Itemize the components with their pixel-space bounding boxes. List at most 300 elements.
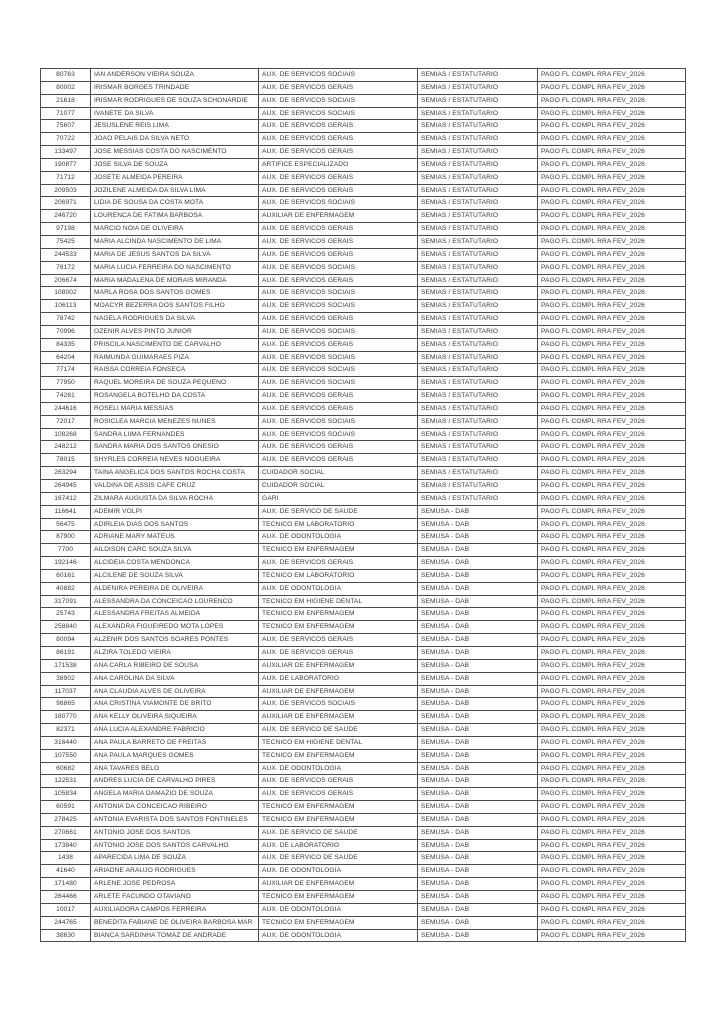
table-row: [41, 428, 686, 441]
cell-status: PAGO FL COMPL RRA FEV_2026: [538, 685, 686, 698]
table-row: [41, 711, 686, 724]
cell-status: PAGO FL COMPL RRA FEV_2026: [538, 736, 686, 749]
employee-table-body: [41, 69, 686, 942]
table-row: [41, 749, 686, 762]
table-row: [41, 287, 686, 300]
table-row: [41, 736, 686, 749]
cell-name: NAGELA RODRIGUES DA SILVA: [91, 313, 259, 326]
table-row: [41, 659, 686, 672]
table-row: [41, 852, 686, 865]
cell-status: PAGO FL COMPL RRA FEV_2026: [538, 634, 686, 647]
cell-status: PAGO FL COMPL RRA FEV_2026: [538, 813, 686, 826]
cell-role: AUX. DE SERVICOS GERAIS: [259, 338, 418, 351]
cell-id: 10017: [41, 903, 91, 916]
cell-role: AUX. DE SERVICOS SOCIAIS: [259, 107, 418, 120]
cell-role: AUX. DE SERVICOS GERAIS: [259, 171, 418, 184]
cell-id: 60682: [41, 762, 91, 775]
cell-role: AUX. DE SERVICOS GERAIS: [259, 120, 418, 133]
cell-role: AUX. DE ODONTOLOGIA: [259, 929, 418, 942]
cell-status: PAGO FL COMPL RRA FEV_2026: [538, 261, 686, 274]
cell-department: SEMIAS / ESTATUTARIO: [418, 171, 538, 184]
cell-role: AUX. DE SERVICOS GERAIS: [259, 274, 418, 287]
cell-department: SEMIAS / ESTATUTARIO: [418, 158, 538, 171]
cell-department: SEMUSA - DAB: [418, 505, 538, 518]
cell-name: ALEXANDRA FIGUEIREDO MOTA LOPES: [91, 621, 259, 634]
cell-department: SEMIAS / ESTATUTARIO: [418, 133, 538, 146]
table-row: [41, 94, 686, 107]
cell-status: PAGO FL COMPL RRA FEV_2026: [538, 210, 686, 223]
cell-id: 206674: [41, 274, 91, 287]
cell-status: PAGO FL COMPL RRA FEV_2026: [538, 69, 686, 82]
cell-status: PAGO FL COMPL RRA FEV_2026: [538, 608, 686, 621]
cell-status: PAGO FL COMPL RRA FEV_2026: [538, 120, 686, 133]
cell-role: GARI: [259, 492, 418, 505]
cell-id: 105834: [41, 788, 91, 801]
cell-role: AUX. DE SERVICOS SOCIAIS: [259, 351, 418, 364]
table-row: [41, 685, 686, 698]
cell-name: PRISCILA NASCIMENTO DE CARVALHO: [91, 338, 259, 351]
cell-id: 78172: [41, 261, 91, 274]
cell-status: PAGO FL COMPL RRA FEV_2026: [538, 133, 686, 146]
cell-role: AUX. DE SERVICOS GERAIS: [259, 313, 418, 326]
cell-id: 21618: [41, 94, 91, 107]
cell-department: SEMUSA - DAB: [418, 762, 538, 775]
cell-status: PAGO FL COMPL RRA FEV_2026: [538, 402, 686, 415]
cell-role: AUX. DE LABORATORIO: [259, 839, 418, 852]
cell-department: SEMIAS / ESTATUTARIO: [418, 377, 538, 390]
cell-id: 278425: [41, 813, 91, 826]
cell-id: 106113: [41, 300, 91, 313]
table-row: [41, 826, 686, 839]
cell-role: AUX. DE SERVICOS SOCIAIS: [259, 94, 418, 107]
cell-id: 244765: [41, 916, 91, 929]
cell-name: ANA CARLA RIBEIRO DE SOUSA: [91, 659, 259, 672]
cell-role: AUX. DE SERVICOS GERAIS: [259, 223, 418, 236]
cell-id: 56475: [41, 518, 91, 531]
cell-role: AUX. DE SERVICOS SOCIAIS: [259, 364, 418, 377]
cell-role: AUX. DE SERVICO DE SAUDE: [259, 724, 418, 737]
cell-id: 71712: [41, 171, 91, 184]
cell-department: SEMUSA - DAB: [418, 865, 538, 878]
cell-role: AUX. DE SERVICOS GERAIS: [259, 235, 418, 248]
cell-department: SEMIAS / ESTATUTARIO: [418, 235, 538, 248]
table-row: [41, 762, 686, 775]
cell-department: SEMUSA - DAB: [418, 582, 538, 595]
cell-status: PAGO FL COMPL RRA FEV_2026: [538, 364, 686, 377]
cell-id: 70996: [41, 325, 91, 338]
cell-role: AUX. DE SERVICO DE SAUDE: [259, 826, 418, 839]
cell-id: 60591: [41, 801, 91, 814]
table-row: [41, 171, 686, 184]
cell-id: 78742: [41, 313, 91, 326]
cell-name: ANTONIA EVARISTA DOS SANTOS FONTINELES: [91, 813, 259, 826]
cell-id: 80094: [41, 634, 91, 647]
table-row: [41, 492, 686, 505]
cell-department: SEMUSA - DAB: [418, 878, 538, 891]
cell-department: SEMIAS / ESTATUTARIO: [418, 390, 538, 403]
table-row: [41, 146, 686, 159]
cell-department: SEMUSA - DAB: [418, 646, 538, 659]
cell-id: 78015: [41, 454, 91, 467]
cell-role: AUX. DE SERVICOS SOCIAIS: [259, 261, 418, 274]
cell-role: AUX. DE SERVICOS GERAIS: [259, 775, 418, 788]
cell-name: IVANETE DA SILVA: [91, 107, 259, 120]
cell-status: PAGO FL COMPL RRA FEV_2026: [538, 390, 686, 403]
cell-role: TECNICO EM ENFERMAGEM: [259, 608, 418, 621]
cell-status: PAGO FL COMPL RRA FEV_2026: [538, 711, 686, 724]
cell-name: MARIA LUCIA FERREIRA DO NASCIMENTO: [91, 261, 259, 274]
cell-status: PAGO FL COMPL RRA FEV_2026: [538, 146, 686, 159]
cell-status: PAGO FL COMPL RRA FEV_2026: [538, 274, 686, 287]
cell-name: SHYRLES CORREIA NEVES NOGUEIRA: [91, 454, 259, 467]
table-row: [41, 133, 686, 146]
table-row: [41, 621, 686, 634]
cell-role: AUXILIAR DE ENFERMAGEM: [259, 210, 418, 223]
cell-department: SEMIAS / ESTATUTARIO: [418, 364, 538, 377]
cell-department: SEMIAS / ESTATUTARIO: [418, 184, 538, 197]
cell-department: SEMIAS / ESTATUTARIO: [418, 492, 538, 505]
cell-id: 77950: [41, 377, 91, 390]
cell-name: MARIA ALCINDA NASCIMENTO DE LIMA: [91, 235, 259, 248]
cell-role: AUX. DE SERVICOS GERAIS: [259, 454, 418, 467]
cell-name: ALESSANDRA FREITAS ALMEIDA: [91, 608, 259, 621]
cell-status: PAGO FL COMPL RRA FEV_2026: [538, 865, 686, 878]
cell-role: TECNICO EM ENFERMAGEM: [259, 749, 418, 762]
cell-status: PAGO FL COMPL RRA FEV_2026: [538, 158, 686, 171]
cell-role: AUX. DE SERVICOS SOCIAIS: [259, 698, 418, 711]
table-row: [41, 544, 686, 557]
cell-department: SEMUSA - DAB: [418, 813, 538, 826]
cell-department: SEMUSA - DAB: [418, 788, 538, 801]
cell-id: 190877: [41, 158, 91, 171]
cell-name: ADRIANE MARY MATEUS: [91, 531, 259, 544]
cell-name: AILDISON CARC SOUZA SILVA: [91, 544, 259, 557]
cell-name: ROSELI MARIA MESSIAS: [91, 402, 259, 415]
table-row: [41, 813, 686, 826]
cell-name: ANGELA MARIA DAMAZIO DE SOUZA: [91, 788, 259, 801]
cell-status: PAGO FL COMPL RRA FEV_2026: [538, 518, 686, 531]
table-row: [41, 839, 686, 852]
cell-department: SEMUSA - DAB: [418, 672, 538, 685]
cell-role: AUX. DE SERVICOS GERAIS: [259, 557, 418, 570]
cell-name: JOSETE ALMEIDA PEREIRA: [91, 171, 259, 184]
cell-department: SEMIAS / ESTATUTARIO: [418, 300, 538, 313]
cell-role: CUIDADOR SOCIAL: [259, 467, 418, 480]
cell-role: AUX. DE LABORATORIO: [259, 672, 418, 685]
cell-role: AUX. DE SERVICO DE SAUDE: [259, 505, 418, 518]
cell-name: ANTONIO JOSE DOS SANTOS: [91, 826, 259, 839]
table-row: [41, 120, 686, 133]
cell-id: 244616: [41, 402, 91, 415]
cell-id: 108002: [41, 287, 91, 300]
cell-status: PAGO FL COMPL RRA FEV_2026: [538, 415, 686, 428]
cell-department: SEMUSA - DAB: [418, 916, 538, 929]
cell-id: 77174: [41, 364, 91, 377]
cell-name: JESUSLENE REIS LIMA: [91, 120, 259, 133]
table-row: [41, 351, 686, 364]
table-row: [41, 531, 686, 544]
cell-department: SEMIAS / ESTATUTARIO: [418, 428, 538, 441]
cell-department: SEMUSA - DAB: [418, 569, 538, 582]
cell-name: ANA PAULA BARRETO DE FREITAS: [91, 736, 259, 749]
cell-name: JOZILENE ALMEIDA DA SILVA LIMA: [91, 184, 259, 197]
table-row: [41, 518, 686, 531]
cell-status: PAGO FL COMPL RRA FEV_2026: [538, 492, 686, 505]
cell-department: SEMUSA - DAB: [418, 749, 538, 762]
cell-status: PAGO FL COMPL RRA FEV_2026: [538, 467, 686, 480]
cell-role: AUX. DE SERVICOS GERAIS: [259, 146, 418, 159]
table-row: [41, 313, 686, 326]
cell-role: AUX. DE SERVICOS SOCIAIS: [259, 287, 418, 300]
cell-status: PAGO FL COMPL RRA FEV_2026: [538, 839, 686, 852]
cell-id: 116641: [41, 505, 91, 518]
table-row: [41, 107, 686, 120]
cell-status: PAGO FL COMPL RRA FEV_2026: [538, 582, 686, 595]
cell-name: ROSICLEA MARCIA MENEZES NUNES: [91, 415, 259, 428]
cell-department: SEMUSA - DAB: [418, 544, 538, 557]
cell-id: 248212: [41, 441, 91, 454]
table-row: [41, 338, 686, 351]
table-row: [41, 672, 686, 685]
cell-name: ANA TAVARES BELO: [91, 762, 259, 775]
cell-name: MARIA MADALENA DE MORAIS MIRANDA: [91, 274, 259, 287]
cell-status: PAGO FL COMPL RRA FEV_2026: [538, 107, 686, 120]
table-row: [41, 929, 686, 942]
table-row: [41, 788, 686, 801]
cell-status: PAGO FL COMPL RRA FEV_2026: [538, 878, 686, 891]
cell-role: TECNICO EM ENFERMAGEM: [259, 801, 418, 814]
cell-name: ALDENIRA PEREIRA DE OLIVEIRA: [91, 582, 259, 595]
table-row: [41, 454, 686, 467]
cell-department: SEMUSA - DAB: [418, 929, 538, 942]
cell-department: SEMUSA - DAB: [418, 531, 538, 544]
cell-role: TECNICO EM ENFERMAGEM: [259, 621, 418, 634]
cell-status: PAGO FL COMPL RRA FEV_2026: [538, 852, 686, 865]
cell-status: PAGO FL COMPL RRA FEV_2026: [538, 659, 686, 672]
cell-name: OZENIR ALVES PINTO JUNIOR: [91, 325, 259, 338]
cell-id: 173840: [41, 839, 91, 852]
cell-department: SEMIAS / ESTATUTARIO: [418, 325, 538, 338]
cell-id: 1438: [41, 852, 91, 865]
cell-id: 206971: [41, 197, 91, 210]
table-row: [41, 158, 686, 171]
cell-role: AUX. DE ODONTOLOGIA: [259, 762, 418, 775]
cell-role: AUX. DE ODONTOLOGIA: [259, 903, 418, 916]
cell-role: AUXILIAR DE ENFERMAGEM: [259, 659, 418, 672]
cell-id: 38902: [41, 672, 91, 685]
table-row: [41, 235, 686, 248]
cell-name: AUXILIADORA CAMPOS FERREIRA: [91, 903, 259, 916]
table-row: [41, 569, 686, 582]
cell-department: SEMIAS / ESTATUTARIO: [418, 210, 538, 223]
cell-id: 80763: [41, 69, 91, 82]
cell-department: SEMIAS / ESTATUTARIO: [418, 197, 538, 210]
table-row: [41, 364, 686, 377]
cell-name: ROSANGELA BOTELHO DA COSTA: [91, 390, 259, 403]
cell-department: SEMIAS / ESTATUTARIO: [418, 402, 538, 415]
cell-role: AUX. DE SERVICOS GERAIS: [259, 788, 418, 801]
cell-role: AUX. DE SERVICO DE SAUDE: [259, 852, 418, 865]
cell-status: PAGO FL COMPL RRA FEV_2026: [538, 300, 686, 313]
cell-role: AUX. DE SERVICOS GERAIS: [259, 248, 418, 261]
cell-status: PAGO FL COMPL RRA FEV_2026: [538, 672, 686, 685]
cell-department: SEMUSA - DAB: [418, 634, 538, 647]
table-row: [41, 210, 686, 223]
cell-status: PAGO FL COMPL RRA FEV_2026: [538, 724, 686, 737]
employee-payment-table: [40, 68, 686, 942]
cell-status: PAGO FL COMPL RRA FEV_2026: [538, 801, 686, 814]
cell-status: PAGO FL COMPL RRA FEV_2026: [538, 184, 686, 197]
cell-role: TECNICO EM LABORATORIO: [259, 518, 418, 531]
cell-department: SEMIAS / ESTATUTARIO: [418, 338, 538, 351]
cell-status: PAGO FL COMPL RRA FEV_2026: [538, 595, 686, 608]
cell-status: PAGO FL COMPL RRA FEV_2026: [538, 454, 686, 467]
cell-name: IRISMAR BORGES TRINDADE: [91, 81, 259, 94]
cell-status: PAGO FL COMPL RRA FEV_2026: [538, 248, 686, 261]
cell-id: 87900: [41, 531, 91, 544]
table-row: [41, 390, 686, 403]
cell-name: ARLETE FACUNDO OTAVIANO: [91, 891, 259, 904]
cell-department: SEMUSA - DAB: [418, 711, 538, 724]
cell-id: 60161: [41, 569, 91, 582]
cell-id: 317091: [41, 595, 91, 608]
cell-id: 167412: [41, 492, 91, 505]
cell-id: 38630: [41, 929, 91, 942]
cell-role: AUX. DE SERVICOS GERAIS: [259, 390, 418, 403]
cell-status: PAGO FL COMPL RRA FEV_2026: [538, 480, 686, 493]
cell-department: SEMIAS / ESTATUTARIO: [418, 351, 538, 364]
cell-role: AUX. DE SERVICOS GERAIS: [259, 646, 418, 659]
table-row: [41, 274, 686, 287]
cell-status: PAGO FL COMPL RRA FEV_2026: [538, 569, 686, 582]
table-row: [41, 903, 686, 916]
cell-role: AUX. DE SERVICOS GERAIS: [259, 133, 418, 146]
table-row: [41, 724, 686, 737]
cell-name: RAISSA CORREIA FONSECA: [91, 364, 259, 377]
cell-name: ARLENE JOSE PEDROSA: [91, 878, 259, 891]
cell-department: SEMUSA - DAB: [418, 698, 538, 711]
cell-name: ANDRES LUCIA DE CARVALHO PIRES: [91, 775, 259, 788]
cell-department: SEMIAS / ESTATUTARIO: [418, 480, 538, 493]
table-row: [41, 801, 686, 814]
cell-id: 86191: [41, 646, 91, 659]
cell-status: PAGO FL COMPL RRA FEV_2026: [538, 557, 686, 570]
table-row: [41, 441, 686, 454]
table-row: [41, 197, 686, 210]
cell-name: ALZENIR DOS SANTOS SOARES PONTES: [91, 634, 259, 647]
cell-name: LOURENCA DE FATIMA BARBOSA: [91, 210, 259, 223]
cell-role: AUX. DE SERVICOS SOCIAIS: [259, 300, 418, 313]
cell-id: 263294: [41, 467, 91, 480]
cell-name: ANA KELLY OLIVEIRA SIQUEIRA: [91, 711, 259, 724]
cell-id: 25743: [41, 608, 91, 621]
table-row: [41, 878, 686, 891]
cell-id: 246720: [41, 210, 91, 223]
cell-name: ANA CRISTINA VIAMONTE DE BRITO: [91, 698, 259, 711]
cell-role: TECNICO EM ENFERMAGEM: [259, 891, 418, 904]
table-row: [41, 505, 686, 518]
table-row: [41, 775, 686, 788]
cell-department: SEMIAS / ESTATUTARIO: [418, 94, 538, 107]
cell-id: 64204: [41, 351, 91, 364]
cell-status: PAGO FL COMPL RRA FEV_2026: [538, 428, 686, 441]
cell-id: 72017: [41, 415, 91, 428]
table-row: [41, 184, 686, 197]
cell-role: AUX. DE SERVICOS SOCIAIS: [259, 325, 418, 338]
cell-department: SEMUSA - DAB: [418, 557, 538, 570]
cell-id: 75607: [41, 120, 91, 133]
cell-name: SANDRA LIIMA FERNANDES: [91, 428, 259, 441]
table-row: [41, 608, 686, 621]
cell-name: MOACYR BEZERRA DOS SANTOS FILHO: [91, 300, 259, 313]
cell-role: TECNICO EM ENFERMAGEM: [259, 916, 418, 929]
cell-name: ANA CAROLINA DA SILVA: [91, 672, 259, 685]
table-row: [41, 480, 686, 493]
cell-name: BIANCA SARDINHA TOMAZ DE ANDRADE: [91, 929, 259, 942]
cell-name: IRISMAR RODRIGUES DE SOUZA SCHONARDIE: [91, 94, 259, 107]
cell-status: PAGO FL COMPL RRA FEV_2026: [538, 531, 686, 544]
cell-role: AUX. DE SERVICOS SOCIAIS: [259, 377, 418, 390]
cell-status: PAGO FL COMPL RRA FEV_2026: [538, 287, 686, 300]
cell-department: SEMIAS / ESTATUTARIO: [418, 441, 538, 454]
cell-role: AUX. DE SERVICOS SOCIAIS: [259, 415, 418, 428]
cell-status: PAGO FL COMPL RRA FEV_2026: [538, 223, 686, 236]
cell-department: SEMUSA - DAB: [418, 826, 538, 839]
cell-name: MARIA DE JESUS SANTOS DA SILVA: [91, 248, 259, 261]
cell-department: SEMUSA - DAB: [418, 775, 538, 788]
cell-department: SEMUSA - DAB: [418, 621, 538, 634]
table-row: [41, 582, 686, 595]
cell-status: PAGO FL COMPL RRA FEV_2026: [538, 325, 686, 338]
cell-id: 41640: [41, 865, 91, 878]
cell-name: TAINA ANGELICA DOS SANTOS ROCHA COSTA: [91, 467, 259, 480]
cell-role: TECNICO EM LABORATORIO: [259, 569, 418, 582]
cell-status: PAGO FL COMPL RRA FEV_2026: [538, 235, 686, 248]
cell-id: 108268: [41, 428, 91, 441]
cell-department: SEMUSA - DAB: [418, 891, 538, 904]
cell-status: PAGO FL COMPL RRA FEV_2026: [538, 351, 686, 364]
cell-status: PAGO FL COMPL RRA FEV_2026: [538, 698, 686, 711]
cell-role: TECNICO EM ENFERMAGEM: [259, 813, 418, 826]
cell-status: PAGO FL COMPL RRA FEV_2026: [538, 505, 686, 518]
cell-name: ANA LUCIA ALEXANDRE FABRICIO: [91, 724, 259, 737]
table-row: [41, 300, 686, 313]
table-row: [41, 865, 686, 878]
table-row: [41, 916, 686, 929]
table-row: [41, 595, 686, 608]
cell-name: SANDRA MARIA DOS SANTOS ONESIO: [91, 441, 259, 454]
cell-id: 270661: [41, 826, 91, 839]
cell-status: PAGO FL COMPL RRA FEV_2026: [538, 197, 686, 210]
cell-status: PAGO FL COMPL RRA FEV_2026: [538, 377, 686, 390]
cell-department: SEMIAS / ESTATUTARIO: [418, 287, 538, 300]
cell-department: SEMUSA - DAB: [418, 852, 538, 865]
cell-status: PAGO FL COMPL RRA FEV_2026: [538, 826, 686, 839]
cell-role: AUXILIAR DE ENFERMAGEM: [259, 711, 418, 724]
cell-status: PAGO FL COMPL RRA FEV_2026: [538, 929, 686, 942]
cell-department: SEMUSA - DAB: [418, 518, 538, 531]
cell-id: 171480: [41, 878, 91, 891]
cell-id: 316440: [41, 736, 91, 749]
cell-id: 75425: [41, 235, 91, 248]
table-row: [41, 223, 686, 236]
cell-name: RAIMUNDA GUIMARAES PIZA: [91, 351, 259, 364]
cell-name: ARIADNE ARAUJO RODRIGUES: [91, 865, 259, 878]
cell-role: AUXILIAR DE ENFERMAGEM: [259, 878, 418, 891]
cell-department: SEMIAS / ESTATUTARIO: [418, 248, 538, 261]
cell-role: TECNICO EM HIGIENE DENTAL: [259, 595, 418, 608]
cell-status: PAGO FL COMPL RRA FEV_2026: [538, 441, 686, 454]
